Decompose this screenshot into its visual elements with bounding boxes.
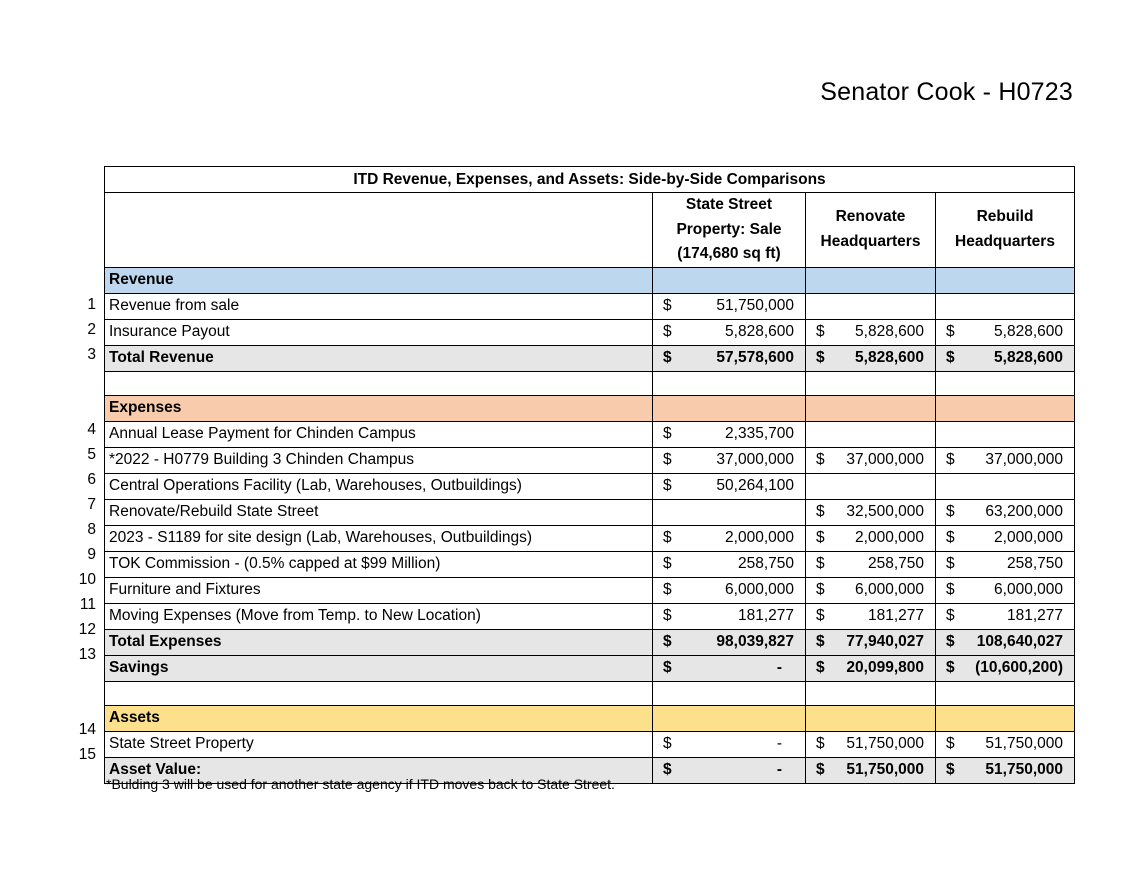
table-body [105,167,1075,784]
cell-value: 181,277 [737,607,794,624]
currency-symbol: $ [663,425,672,442]
currency-symbol: $ [816,451,825,468]
section-band-label: Revenue [105,267,653,293]
section-band-cell [653,705,806,731]
cell-state-street-sale [653,525,806,551]
table-row [105,319,1075,345]
cell-value: 37,000,000 [716,451,794,468]
cell-state-street-sale [653,473,806,499]
table-row [105,525,1075,551]
row-number: 5 [87,446,96,463]
cell-rebuild-headquarters [936,499,1075,525]
cell-value: - [776,735,782,752]
cell-rebuild-headquarters [936,319,1075,345]
cell-value: 5,828,600 [994,323,1063,340]
currency-symbol: $ [946,349,955,366]
table-row [105,499,1075,525]
row-number-blank [0,267,100,292]
row-label: Savings [105,655,653,681]
row-number: 12 [78,621,96,638]
cell-renovate-headquarters [806,577,936,603]
section-band-label: Assets [105,705,653,731]
cell-renovate-headquarters [806,525,936,551]
cell-rebuild-headquarters [936,577,1075,603]
column-header-1 [653,193,806,268]
row-number: 13 [78,646,96,663]
cell-value: 5,828,600 [994,349,1063,366]
cell-rebuild-headquarters [936,655,1075,681]
currency-symbol: $ [663,349,672,366]
row-number-blank [0,692,100,717]
column-header-line: (174,680 sq ft) [677,245,781,262]
row-number: 3 [87,346,96,363]
row-label: TOK Commission - (0.5% capped at $99 Million) [105,551,653,577]
cell-value: 51,750,000 [846,761,924,778]
currency-symbol: $ [816,735,825,752]
row-label: Total Expenses [105,629,653,655]
column-header-line: Property: Sale [676,220,782,238]
cell-renovate-headquarters [806,551,936,577]
column-header-line: Renovate [835,208,906,226]
cell-value: 5,828,600 [855,349,924,366]
cell-value: 108,640,027 [976,633,1063,650]
cell-value: - [776,659,782,676]
row-number: 8 [87,521,96,538]
currency-symbol: $ [663,529,672,546]
banner-row [105,167,1075,193]
column-header-line: Headquarters [955,232,1055,250]
row-label: State Street Property [105,731,653,757]
row-label: Furniture and Fixtures [105,577,653,603]
cell-value: 6,000,000 [855,581,924,598]
row-number-gutter [0,166,100,767]
cell-rebuild-headquarters [936,293,1075,319]
currency-symbol: $ [663,761,672,778]
section-band-expenses [105,395,1075,421]
cell-state-street-sale [653,731,806,757]
row-label: Moving Expenses (Move from Temp. to New Location) [105,603,653,629]
cell-state-street-sale [653,319,806,345]
currency-symbol: $ [663,633,672,650]
row-label: Revenue from sale [105,293,653,319]
spacer-cell [653,681,806,705]
section-band-cell [936,705,1075,731]
row-number: 6 [87,471,96,488]
cell-value: 2,000,000 [855,529,924,546]
currency-symbol: $ [663,607,672,624]
cell-state-street-sale [653,421,806,447]
row-number: 15 [78,746,96,763]
row-number: 9 [87,546,96,563]
row-label: 2023 - S1189 for site design (Lab, Warehouses, Outbuildings) [105,525,653,551]
currency-symbol: $ [946,735,955,752]
cell-value: 98,039,827 [716,633,794,650]
cell-value: 258,750 [1006,555,1063,572]
cell-rebuild-headquarters [936,629,1075,655]
cell-value: 2,335,700 [725,425,794,442]
cell-renovate-headquarters [806,447,936,473]
cell-state-street-sale [653,577,806,603]
cell-value: 20,099,800 [846,659,924,676]
table-row [105,421,1075,447]
currency-symbol: $ [816,349,825,366]
row-label: Renovate/Rebuild State Street [105,499,653,525]
cell-renovate-headquarters [806,319,936,345]
comparison-table [104,166,1075,784]
spacer-cell [105,681,653,705]
row-label: Central Operations Facility (Lab, Warehouses, Outbuildings) [105,473,653,499]
cell-value: 37,000,000 [985,451,1063,468]
row-number-blank [0,392,100,417]
currency-symbol: $ [663,477,672,494]
currency-symbol: $ [946,633,955,650]
currency-symbol: $ [946,451,955,468]
spacer-row [105,681,1075,705]
cell-state-street-sale [653,551,806,577]
row-label: *2022 - H0779 Building 3 Chinden Champus [105,447,653,473]
table-row [105,447,1075,473]
currency-symbol: $ [816,555,825,572]
cell-value: 51,750,000 [716,297,794,314]
row-number: 4 [87,421,96,438]
column-header-2 [806,193,936,268]
cell-rebuild-headquarters [936,473,1075,499]
row-number: 14 [78,721,96,738]
currency-symbol: $ [816,503,825,520]
currency-symbol: $ [816,607,825,624]
currency-symbol: $ [663,323,672,340]
row-number: 10 [78,571,96,588]
footnote: *Bulding 3 will be used for another state agency if ITD moves back to State Street. [106,776,615,792]
table-row [105,473,1075,499]
cell-rebuild-headquarters [936,421,1075,447]
table-row [105,655,1075,681]
section-band-label: Expenses [105,395,653,421]
column-header-blank [105,193,653,268]
table-row [105,731,1075,757]
cell-rebuild-headquarters [936,447,1075,473]
table-row [105,345,1075,371]
spacer-cell [806,371,936,395]
cell-renovate-headquarters [806,757,936,783]
cell-value: - [776,761,782,778]
cell-state-street-sale [653,757,806,783]
cell-state-street-sale [653,603,806,629]
currency-symbol: $ [946,555,955,572]
cell-value: (10,600,200) [975,659,1063,676]
currency-symbol: $ [663,735,672,752]
spacer-row [105,371,1075,395]
table-row [105,603,1075,629]
cell-renovate-headquarters [806,603,936,629]
row-label: Asset Value: [105,757,653,783]
table-row [105,629,1075,655]
cell-state-street-sale [653,629,806,655]
cell-value: 258,750 [867,555,924,572]
currency-symbol: $ [946,761,955,778]
cell-value: 63,200,000 [985,503,1063,520]
cell-renovate-headquarters [806,293,936,319]
row-label: Annual Lease Payment for Chinden Campus [105,421,653,447]
cell-state-street-sale [653,499,806,525]
cell-renovate-headquarters [806,731,936,757]
column-header-3 [936,193,1075,268]
row-number: 11 [79,596,96,613]
cell-value: 57,578,600 [716,349,794,366]
spacer-cell [936,371,1075,395]
cell-value: 2,000,000 [994,529,1063,546]
currency-symbol: $ [816,633,825,650]
page-title: Senator Cook - H0723 [820,78,1073,106]
cell-rebuild-headquarters [936,603,1075,629]
cell-renovate-headquarters [806,421,936,447]
column-header-row [105,193,1075,268]
cell-rebuild-headquarters [936,345,1075,371]
spacer-cell [105,371,653,395]
cell-rebuild-headquarters [936,525,1075,551]
comparison-spreadsheet [104,166,1074,784]
currency-symbol: $ [816,581,825,598]
cell-state-street-sale [653,655,806,681]
cell-rebuild-headquarters [936,731,1075,757]
cell-value: 6,000,000 [725,581,794,598]
currency-symbol: $ [663,451,672,468]
row-number-blank [0,166,100,191]
row-number-blank [0,367,100,392]
currency-symbol: $ [816,761,825,778]
currency-symbol: $ [663,297,672,314]
cell-rebuild-headquarters [936,551,1075,577]
currency-symbol: $ [663,659,672,676]
currency-symbol: $ [946,581,955,598]
currency-symbol: $ [816,529,825,546]
column-header-line: Headquarters [820,232,921,250]
spacer-cell [936,681,1075,705]
cell-value: 37,000,000 [846,451,924,468]
currency-symbol: $ [946,659,955,676]
column-header-line: Rebuild [976,208,1034,226]
column-header-line: State Street [685,196,773,213]
spacer-cell [806,681,936,705]
cell-value: 77,940,027 [846,633,924,650]
section-band-cell [806,267,936,293]
row-number: 2 [87,321,96,338]
section-band-cell [806,705,936,731]
currency-symbol: $ [816,323,825,340]
row-label: Total Revenue [105,345,653,371]
cell-state-street-sale [653,293,806,319]
table-row [105,293,1075,319]
currency-symbol: $ [946,503,955,520]
table-row [105,577,1075,603]
cell-value: 51,750,000 [846,735,924,752]
cell-value: 2,000,000 [725,529,794,546]
section-band-cell [936,267,1075,293]
cell-value: 5,828,600 [855,323,924,340]
row-number: 7 [87,496,96,513]
currency-symbol: $ [946,607,955,624]
section-band-cell [936,395,1075,421]
cell-renovate-headquarters [806,499,936,525]
cell-value: 51,750,000 [985,735,1063,752]
cell-value: 51,750,000 [985,761,1063,778]
cell-value: 181,277 [1006,607,1063,624]
cell-value: 50,264,100 [716,477,794,494]
row-number-blank [0,667,100,692]
cell-renovate-headquarters [806,345,936,371]
table-row [105,551,1075,577]
cell-state-street-sale [653,447,806,473]
cell-renovate-headquarters [806,629,936,655]
currency-symbol: $ [946,323,955,340]
cell-renovate-headquarters [806,473,936,499]
cell-value: 181,277 [867,607,924,624]
row-label: Insurance Payout [105,319,653,345]
cell-value: 32,500,000 [846,503,924,520]
row-number: 1 [87,296,96,313]
cell-value: 5,828,600 [725,323,794,340]
section-band-cell [653,395,806,421]
currency-symbol: $ [663,581,672,598]
currency-symbol: $ [663,555,672,572]
cell-value: 6,000,000 [994,581,1063,598]
cell-value: 258,750 [737,555,794,572]
section-band-revenue [105,267,1075,293]
spacer-cell [653,371,806,395]
cell-state-street-sale [653,345,806,371]
currency-symbol: $ [816,659,825,676]
currency-symbol: $ [946,529,955,546]
cell-renovate-headquarters [806,655,936,681]
table-banner-title: ITD Revenue, Expenses, and Assets: Side-by-Side Comparisons [105,167,1075,193]
cell-rebuild-headquarters [936,757,1075,783]
section-band-cell [653,267,806,293]
section-band-assets [105,705,1075,731]
row-number-blank [0,191,100,267]
section-band-cell [806,395,936,421]
